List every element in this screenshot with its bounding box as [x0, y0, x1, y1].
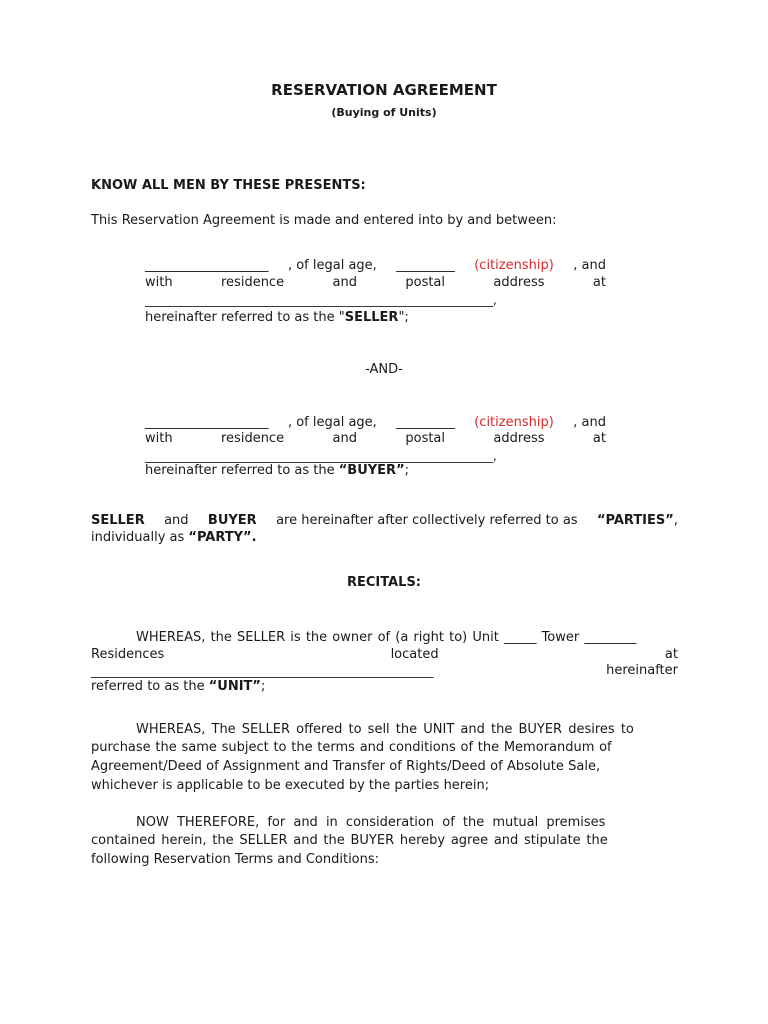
buyer-legal-age-label: , of legal age,: [287, 415, 377, 430]
intro-text: This Reservation Agreement is made and entered into by and between:: [91, 213, 557, 228]
buyer-word: residence: [221, 431, 285, 446]
buyer-word: and: [332, 431, 357, 446]
seller-age-blank: _________: [396, 258, 455, 273]
parties-term-label: “PARTIES”: [596, 513, 674, 528]
buyer-line-1: [145, 415, 606, 431]
seller-role: SELLER: [344, 310, 399, 325]
recital2-line-2: purchase the same subject to the terms and conditions of the Memorandum of: [91, 740, 612, 755]
parties-buyer: BUYER: [207, 513, 257, 528]
buyer-referred: [145, 463, 409, 479]
seller-word: postal: [405, 275, 446, 290]
seller-word: residence: [221, 275, 285, 290]
buyer-word: postal: [405, 431, 446, 446]
parties-line-2: [91, 530, 257, 546]
party-term: “PARTY”.: [188, 530, 257, 545]
parties-line-1: [91, 513, 678, 529]
recital1-residences: Residences: [91, 647, 165, 662]
buyer-word: address: [493, 431, 545, 446]
recital1-line-2: [91, 647, 678, 663]
buyer-citizenship: (citizenship): [474, 415, 554, 430]
seller-word: with: [145, 275, 173, 290]
seller-and: , and: [573, 258, 606, 273]
seller-legal-age-label: , of legal age,: [287, 258, 377, 273]
buyer-referred-suffix: ;: [404, 463, 409, 478]
buyer-referred-prefix: hereinafter referred to as the: [145, 463, 339, 478]
parties-term: [597, 513, 678, 529]
document-subtitle: (Buying of Units): [331, 106, 437, 119]
recital1-line-3: [91, 663, 678, 679]
parties-rest: are hereinafter after collectively referred to as: [276, 513, 578, 528]
parties-comma: ,: [673, 513, 678, 528]
recital2-line-3: Agreement/Deed of Assignment and Transfer of Rights/Deed of Absolute Sale,: [91, 759, 601, 774]
recital1-address-blank: ___________________________________________________________: [91, 664, 434, 678]
recital1-line-4: [91, 679, 265, 695]
seller-name-blank: ___________________: [145, 258, 269, 273]
parties-individually: individually as: [91, 530, 189, 545]
document-title: RESERVATION AGREEMENT: [271, 81, 497, 99]
now-therefore-line-2: contained herein, the SELLER and the BUYER hereby agree and stipulate the: [91, 833, 608, 848]
recital1-located: located: [390, 647, 439, 662]
recital1-suffix: ;: [260, 679, 266, 694]
buyer-name-blank: ___________________: [145, 415, 269, 430]
recitals-heading: RECITALS:: [346, 575, 422, 590]
seller-referred-prefix: hereinafter referred to as the ": [145, 310, 345, 325]
now-therefore-line-3: following Reservation Terms and Conditions:: [91, 852, 380, 867]
seller-word: address: [493, 275, 545, 290]
buyer-word: with: [145, 431, 173, 446]
recital1-hereinafter: hereinafter: [606, 663, 678, 678]
seller-referred: [145, 310, 409, 326]
know-all-heading: KNOW ALL MEN BY THESE PRESENTS:: [91, 178, 366, 193]
recital2-line-1: WHEREAS, The SELLER offered to sell the UNIT and the BUYER desires to: [136, 722, 634, 737]
recital1-referred: referred to as the: [91, 679, 209, 694]
buyer-age-blank: _________: [396, 415, 455, 430]
buyer-role: “BUYER”: [338, 463, 405, 478]
buyer-and: , and: [573, 415, 606, 430]
seller-citizenship: (citizenship): [474, 258, 554, 273]
seller-referred-suffix: ";: [398, 310, 409, 325]
now-therefore-line-1: NOW THEREFORE, for and in consideration of the mutual premises: [136, 815, 606, 830]
buyer-word: at: [592, 431, 606, 446]
unit-term: “UNIT”: [208, 679, 261, 694]
recital1-line-1: WHEREAS, the SELLER is the owner of (a right to) Unit _____ Tower ________: [136, 630, 637, 645]
parties-seller: SELLER: [91, 513, 145, 528]
seller-word: and: [332, 275, 357, 290]
seller-line-1: [145, 258, 606, 274]
seller-word: at: [592, 275, 606, 290]
seller-line-2: [145, 275, 606, 291]
and-separator: -AND-: [365, 362, 403, 377]
buyer-address-blank: ____________________________________________________________,: [145, 449, 497, 463]
recital1-at: at: [664, 647, 678, 662]
parties-and: and: [164, 513, 189, 528]
buyer-line-2: [145, 431, 606, 447]
seller-address-blank: ____________________________________________________________,: [145, 293, 497, 307]
recital2-line-4: whichever is applicable to be executed by the parties herein;: [91, 778, 490, 793]
